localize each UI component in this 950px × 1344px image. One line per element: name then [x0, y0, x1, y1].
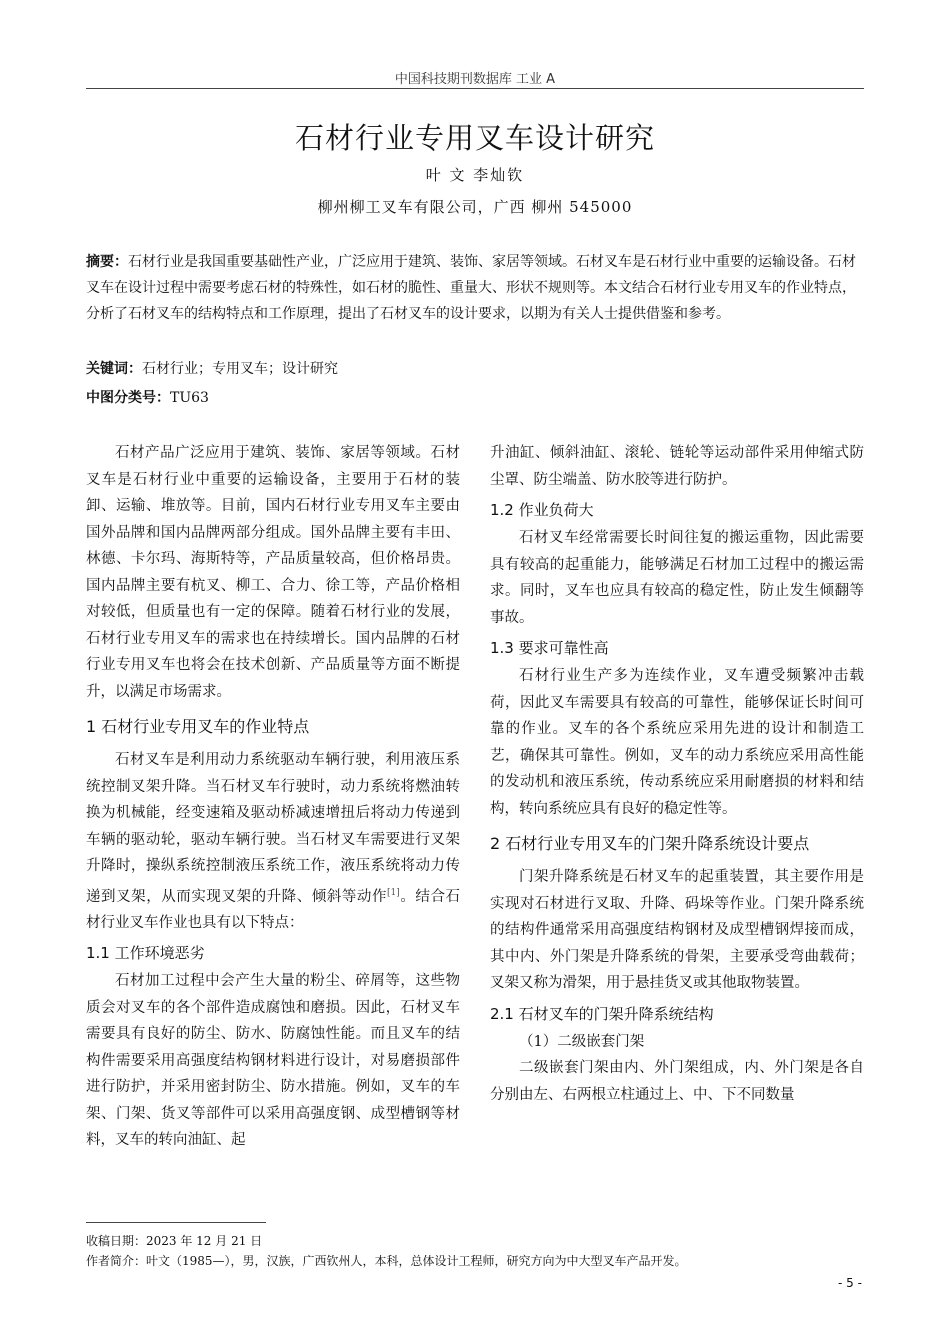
abstract-block — [86, 249, 866, 327]
author-bio: 作者简介：叶文（1985—），男，汉族，广西钦州人，本科，总体设计工程师，研究方向为中大型叉车产品开发。 — [86, 1254, 687, 1268]
page-number: - 5 - — [838, 1276, 862, 1290]
section-1-paragraph — [86, 747, 460, 936]
section-1-3-heading: 1.3 要求可靠性高 — [490, 639, 609, 657]
section-1-text-a: 石材叉车是利用动力系统驱动车辆行驶，利用液压系统控制叉架升降。当石材叉车行驶时，动力系统将燃油转换为机械能，经变速箱及驱动桥减速增扭后将动力传递到车辆的驱动轮，驱动车辆行驶。当石材叉车需要进行叉架升降时，操纵系统控制液压系统工作，液压系统将动力传递到叉架，从而实现叉架的升降、倾斜等动作 — [86, 752, 460, 905]
keywords-line — [86, 358, 866, 378]
section-1-1-paragraph: 石材加工过程中会产生大量的粉尘、碎屑等，这些物质会对叉车的各个部件造成腐蚀和磨损。因此，石材叉车需要具有良好的防尘、防水、防腐蚀性能。而且叉车的结构件需要采用高强度结构钢材料进行设计，对易磨损部件进行防护，并采用密封防尘、防水措施。例如，叉车的车架、门架、货叉等部件可以采用高强度钢、成型槽钢等材料，叉车的转向油缸、起 — [86, 973, 460, 1149]
keywords-label: 关键词： — [86, 361, 142, 377]
section-1-text-b: 。结合石材行业叉车作业也具有以下特点： — [86, 888, 461, 931]
section-2-heading: 2 石材行业专用叉车的门架升降系统设计要点 — [490, 834, 810, 853]
received-date: 收稿日期：2023 年 12 月 21 日 — [86, 1234, 263, 1248]
section-1-heading: 1 石材行业专用叉车的作业特点 — [86, 717, 310, 736]
intro-paragraph: 石材产品广泛应用于建筑、装饰、家居等领域。石材叉车是石材行业中重要的运输设备，主要用于石材的装卸、运输、堆放等。目前，国内石材行业专用叉车主要由国外品牌和国内品牌两部分组成。国外品牌主要有丰田、林德、卡尔玛、海斯特等，产品质量较高，但价格昂贵。国内品牌主要有杭叉、柳工、合力、徐工等，产品价格相对较低，但质量也有一定的保障。随着石材行业的发展，石材行业专用叉车的需求也在持续增长。国内品牌的石材行业专用叉车也将会在技术创新、产品质量等方面不断提升，以满足市场需求。 — [86, 445, 460, 700]
abstract-label: 摘要： — [86, 254, 128, 270]
classification-label: 中图分类号： — [86, 390, 170, 406]
section-2-1-paragraph: 二级嵌套门架由内、外门架组成，内、外门架是各自分别由左、右两根立柱通过上、中、下不同数量 — [490, 1060, 864, 1103]
section-1-2-paragraph: 石材叉车经常需要长时间往复的搬运重物，因此需要具有较高的起重能力，能够满足石材加工过程中的搬运需求。同时，叉车也应具有较高的稳定性，防止发生倾翻等事故。 — [490, 530, 864, 626]
section-2-1-subheading: （1）二级嵌套门架 — [519, 1033, 645, 1050]
abstract-text: 石材行业是我国重要基础性产业，广泛应用于建筑、装饰、家居等领域。石材叉车是石材行业中重要的运输设备。石材叉车在设计过程中需要考虑石材的特殊性，如石材的脆性、重量大、形状不规则等。本文结合石材行业专用叉车的作业特点，分析了石材叉车的结构特点和工作原理，提出了石材叉车的设计要求，以期为有关人士提供借鉴和参考。 — [86, 254, 856, 322]
section-2-1-heading: 2.1 石材叉车的门架升降系统结构 — [490, 1004, 714, 1023]
keywords-text: 石材行业；专用叉车；设计研究 — [142, 361, 338, 377]
classification-line — [86, 387, 866, 407]
continued-paragraph: 升油缸、倾斜油缸、滚轮、链轮等运动部件采用伸缩式防尘罩、防尘端盖、防水胶等进行防护。 — [490, 445, 864, 488]
paper-affiliation: 柳州柳工叉车有限公司，广西 柳州 545000 — [317, 198, 633, 216]
section-1-3-paragraph: 石材行业生产多为连续作业，叉车遭受频繁冲击载荷，因此叉车需要具有较高的可靠性，能够保证长时间可靠的作业。叉车的各个系统应采用先进的设计和制造工艺，确保其可靠性。例如，叉车的动力系统应采用高性能的发动机和液压系统，传动系统应采用耐磨损的材料和结构，转向系统应具有良好的稳定性等。 — [490, 668, 864, 817]
header-divider — [86, 88, 864, 89]
section-2-paragraph: 门架升降系统是石材叉车的起重装置，其主要作用是实现对石材进行叉取、升降、码垛等作业。门架升降系统的结构件通常采用高强度结构钢材及成型槽钢焊接而成，其中内、外门架是升降系统的骨架，主要承受弯曲载荷；叉架又称为滑架，用于悬挂货叉或其他取物装置。 — [490, 869, 864, 991]
classification-text: TU63 — [170, 390, 209, 406]
journal-header: 中国科技期刊数据库 工业 A — [394, 72, 556, 87]
paper-title: 石材行业专用叉车设计研究 — [294, 121, 655, 155]
section-1-2-heading: 1.2 作业负荷大 — [490, 501, 594, 519]
paper-authors: 叶 文 李灿钦 — [425, 166, 525, 184]
footnote-divider — [86, 1222, 266, 1223]
section-1-1-heading: 1.1 工作环境恶劣 — [86, 944, 205, 963]
left-column — [86, 440, 460, 1154]
right-column — [490, 440, 864, 1108]
citation-ref: [1] — [387, 887, 400, 898]
